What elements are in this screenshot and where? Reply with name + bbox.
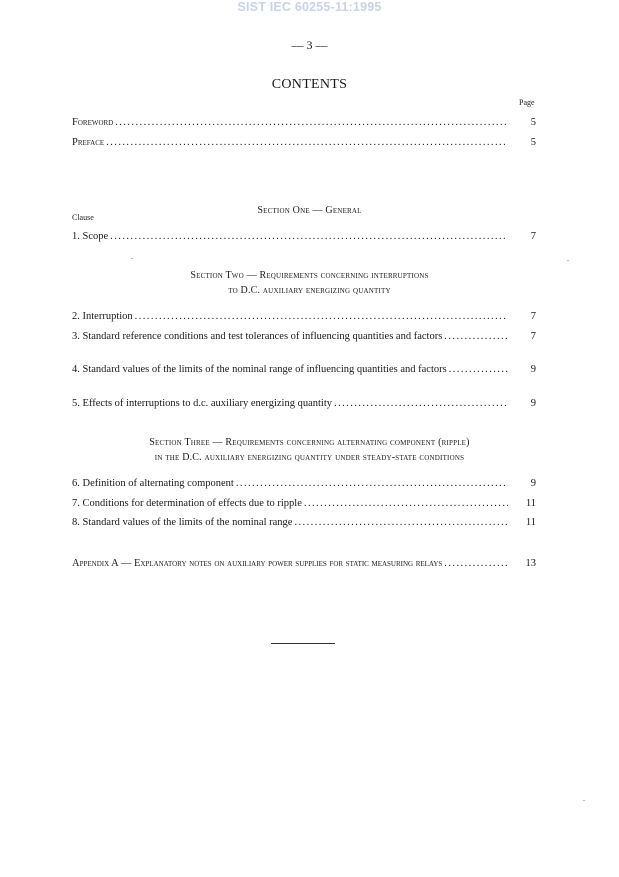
section-one-heading: Section One — General <box>257 205 362 216</box>
dot-leader <box>110 231 508 242</box>
toc-entry-effects-of-interruptions[interactable] <box>72 398 536 412</box>
page-number: — 3 — <box>291 38 328 52</box>
dot-leader <box>236 478 508 489</box>
contents-title: CONTENTS <box>271 77 348 92</box>
toc-entry-page: 5 <box>530 137 536 148</box>
toc-entry-reference-conditions[interactable] <box>72 331 536 345</box>
toc-entry-ripple-conditions[interactable] <box>72 498 536 512</box>
scan-speck <box>567 260 569 261</box>
toc-entry-page: 13 <box>525 558 536 569</box>
end-rule <box>271 643 335 644</box>
dot-leader <box>294 517 508 528</box>
dot-leader <box>444 558 508 569</box>
dot-leader <box>444 331 508 342</box>
dot-leader <box>115 117 508 128</box>
toc-entry-label: 4. Standard values of the limits of the nominal range of influencing quantities and factors <box>72 364 447 375</box>
toc-entry-nominal-range-limits[interactable] <box>72 364 536 378</box>
dot-leader <box>449 364 508 375</box>
toc-entry-page: 9 <box>530 478 536 489</box>
page-column-label: Page <box>519 98 535 107</box>
scan-speck <box>583 800 585 801</box>
toc-entry-page: 7 <box>530 331 536 342</box>
toc-entry-page: 7 <box>530 311 536 322</box>
toc-entry-label: 5. Effects of interruptions to d.c. auxiliary energizing quantity <box>72 398 333 409</box>
toc-entry-page: 7 <box>530 231 536 242</box>
toc-entry-label: Appendix A — Explanatory notes on auxiliary power supplies for static measuring relays <box>72 558 443 569</box>
dot-leader <box>304 498 508 509</box>
toc-entry-page: 11 <box>525 498 536 509</box>
toc-entry-appendix-a[interactable] <box>72 558 536 572</box>
toc-entry-page: 11 <box>525 517 536 528</box>
scan-speck <box>131 258 133 259</box>
toc-entry-label: Preface <box>72 137 105 148</box>
toc-entry-alternating-component[interactable] <box>72 478 536 492</box>
toc-entry-preface[interactable] <box>72 137 536 151</box>
toc-entry-label: 1. Scope <box>72 231 109 242</box>
toc-entry-page: 5 <box>530 117 536 128</box>
section-two-heading-line1: Section Two — Requirements concerning interruptions <box>190 270 429 281</box>
toc-entry-label: 8. Standard values of the limits of the nominal range <box>72 517 293 528</box>
dot-leader <box>334 398 508 409</box>
toc-entry-page: 9 <box>530 364 536 375</box>
toc-entry-scope[interactable] <box>72 231 536 245</box>
toc-entry-label: 2. Interruption <box>72 311 133 322</box>
toc-entry-label: 3. Standard reference conditions and test tolerances of influencing quantities and factors <box>72 331 443 342</box>
toc-entry-page: 9 <box>530 398 536 409</box>
toc-entry-label: Foreword <box>72 117 114 128</box>
section-three-heading-line2: in the D.C. auxiliary energizing quantity under steady-state conditions <box>154 452 465 463</box>
toc-entry-interruption[interactable] <box>72 311 536 325</box>
toc-entry-label: 6. Definition of alternating component <box>72 478 234 489</box>
toc-entry-foreword[interactable] <box>72 117 536 131</box>
dot-leader <box>106 137 508 148</box>
clause-column-label: Clause <box>72 213 94 222</box>
toc-entry-label: 7. Conditions for determination of effects due to ripple <box>72 498 302 509</box>
dot-leader <box>135 311 508 322</box>
watermark: SIST IEC 60255-11:1995 <box>237 0 382 14</box>
section-two-heading-line2: to D.C. auxiliary energizing quantity <box>228 285 391 296</box>
toc-entry-standard-values[interactable] <box>72 517 536 531</box>
section-three-heading-line1: Section Three — Requirements concerning alternating component (ripple) <box>149 437 470 448</box>
